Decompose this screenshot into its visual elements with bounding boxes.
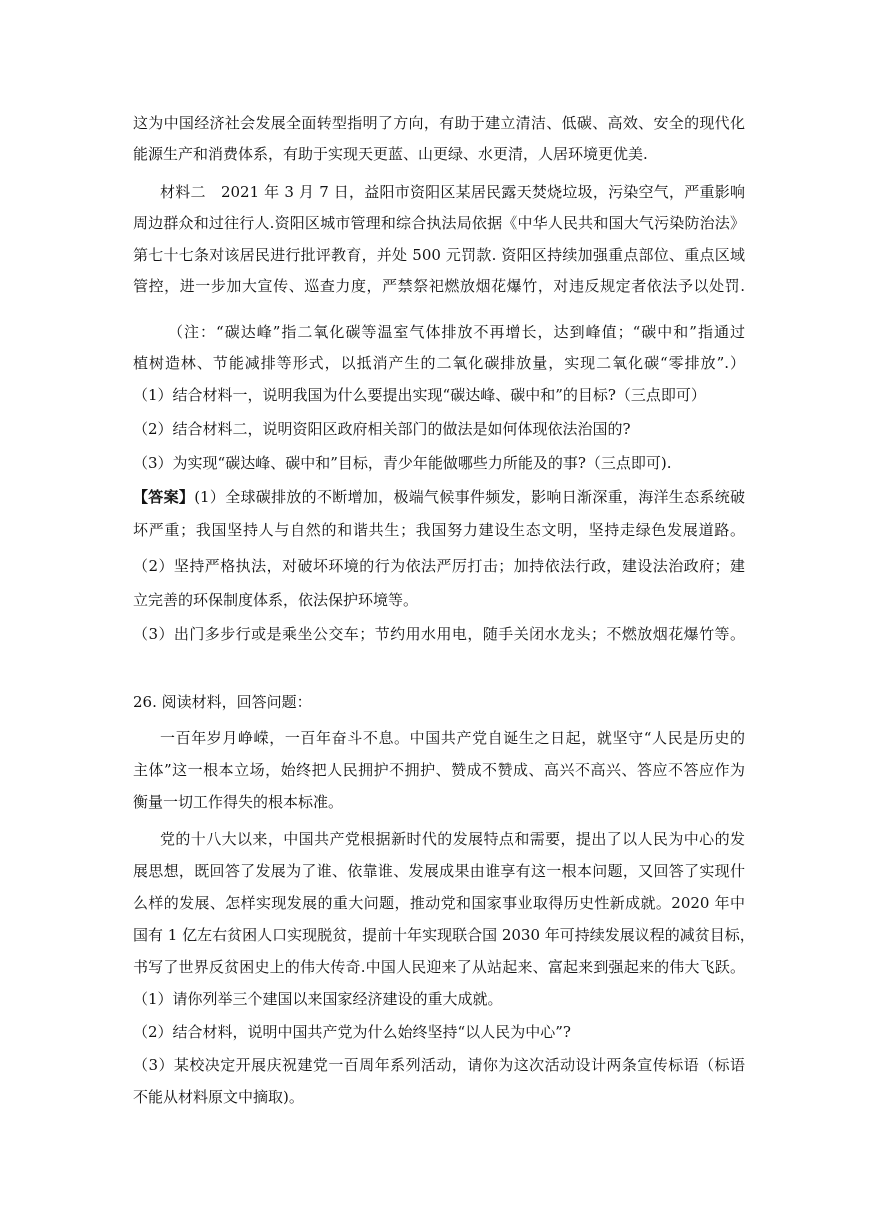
answer-line: （2）坚持严格执法，对破坏环境的行为依法严厉打击；加持依法行政，建设法治政府；建 — [133, 557, 745, 575]
answer-line — [133, 487, 745, 507]
material-two-line: 材料二 2021 年 3 月 7 日，益阳市资阳区某居民露天焚烧垃圾，污染空气，严重影响 — [160, 183, 745, 201]
paragraph-line: 能源生产和消费体系，有助于实现天更蓝、山更绿、水更清，人居环境更优美. — [133, 145, 648, 163]
paragraph-line: 周边群众和过往行人.资阳区城市管理和综合执法局依据《中华人民共和国大气污染防治法》 — [133, 214, 745, 232]
paragraph-line: 一百年岁月峥嵘，一百年奋斗不息。中国共产党自诞生之日起，就坚守“人民是历史的 — [160, 729, 745, 747]
paragraph-line: 党的十八大以来，中国共产党根据新时代的发展特点和需要，提出了以人民为中心的发 — [160, 830, 745, 848]
question-2: （2）结合材料，说明中国共产党为什么始终坚持“以人民为中心”? — [133, 1023, 571, 1041]
answer-line: （3）出门多步行或是乘坐公交车；节约用水用电，随手关闭水龙头；不燃放烟花爆竹等。 — [133, 625, 745, 643]
question-26-title: 26. 阅读材料，回答问题： — [133, 693, 312, 711]
note-line: （注：“碳达峰”指二氧化碳等温室气体排放不再增长，达到峰值；“碳中和”指通过 — [168, 323, 745, 341]
paragraph-line: 书写了世界反贫困史上的伟大传奇.中国人民迎来了从站起来、富起来到强起来的伟大飞跃。 — [133, 958, 745, 976]
question-2: （2）结合材料二，说明资阳区政府相关部门的做法是如何体现依法治国的? — [133, 420, 631, 438]
answer-text: (1）全球碳排放的不断增加，极端气候事件频发，影响日渐深重，海洋生态系统破 — [194, 488, 745, 506]
question-1: （1）请你列举三个建国以来国家经济建设的重大成就。 — [133, 990, 503, 1008]
paragraph-line: 国有 1 亿左右贫困人口实现脱贫，提前十年实现联合国 2030 年可持续发展议程的减贫目标， — [133, 926, 755, 944]
question-3-continued: 不能从材料原文中摘取)。 — [133, 1088, 304, 1106]
paragraph-line: 管控，进一步加大宣传、巡查力度，严禁祭祀燃放烟花爆竹，对违反规定者依法予以处罚. — [133, 277, 745, 295]
paragraph-line: 么样的发展、怎样实现发展的重大问题，推动党和国家事业取得历史性新成就。2020 年中 — [133, 894, 745, 912]
paragraph-line: 第七十七条对该居民进行批评教育，并处 500 元罚款. 资阳区持续加强重点部位、重点区域 — [133, 246, 745, 264]
question-1: （1）结合材料一，说明我国为什么要提出实现“碳达峰、碳中和”的目标?（三点即可） — [133, 386, 706, 404]
question-3: （3）某校决定开展庆祝建党一百周年系列活动，请你为这次活动设计两条宣传标语（标语 — [133, 1056, 745, 1074]
note-line: 植树造林、节能减排等形式，以抵消产生的二氧化碳排放量，实现二氧化碳“零排放”.） — [133, 354, 745, 372]
paragraph-line: 这为中国经济社会发展全面转型指明了方向，有助于建立清洁、低碳、高效、安全的现代化 — [133, 114, 745, 132]
question-3: （3）为实现“碳达峰、碳中和”目标，青少年能做哪些力所能及的事?（三点即可). — [133, 454, 672, 472]
answer-line: 坏严重；我国坚持人与自然的和谐共生；我国努力建设生态文明，坚持走绿色发展道路。 — [133, 521, 745, 539]
paragraph-line: 衡量一切工作得失的根本标准。 — [133, 793, 344, 811]
paragraph-line: 展思想，既回答了发展为了谁、依靠谁、发展成果由谁享有这一根本问题，又回答了实现什 — [133, 862, 745, 880]
paragraph-line: 主体”这一根本立场，始终把人民拥护不拥护、赞成不赞成、高兴不高兴、答应不答应作为 — [133, 761, 745, 779]
answer-tag: 【答案】 — [133, 488, 195, 506]
answer-line: 立完善的环保制度体系，依法保护环境等。 — [133, 591, 419, 609]
